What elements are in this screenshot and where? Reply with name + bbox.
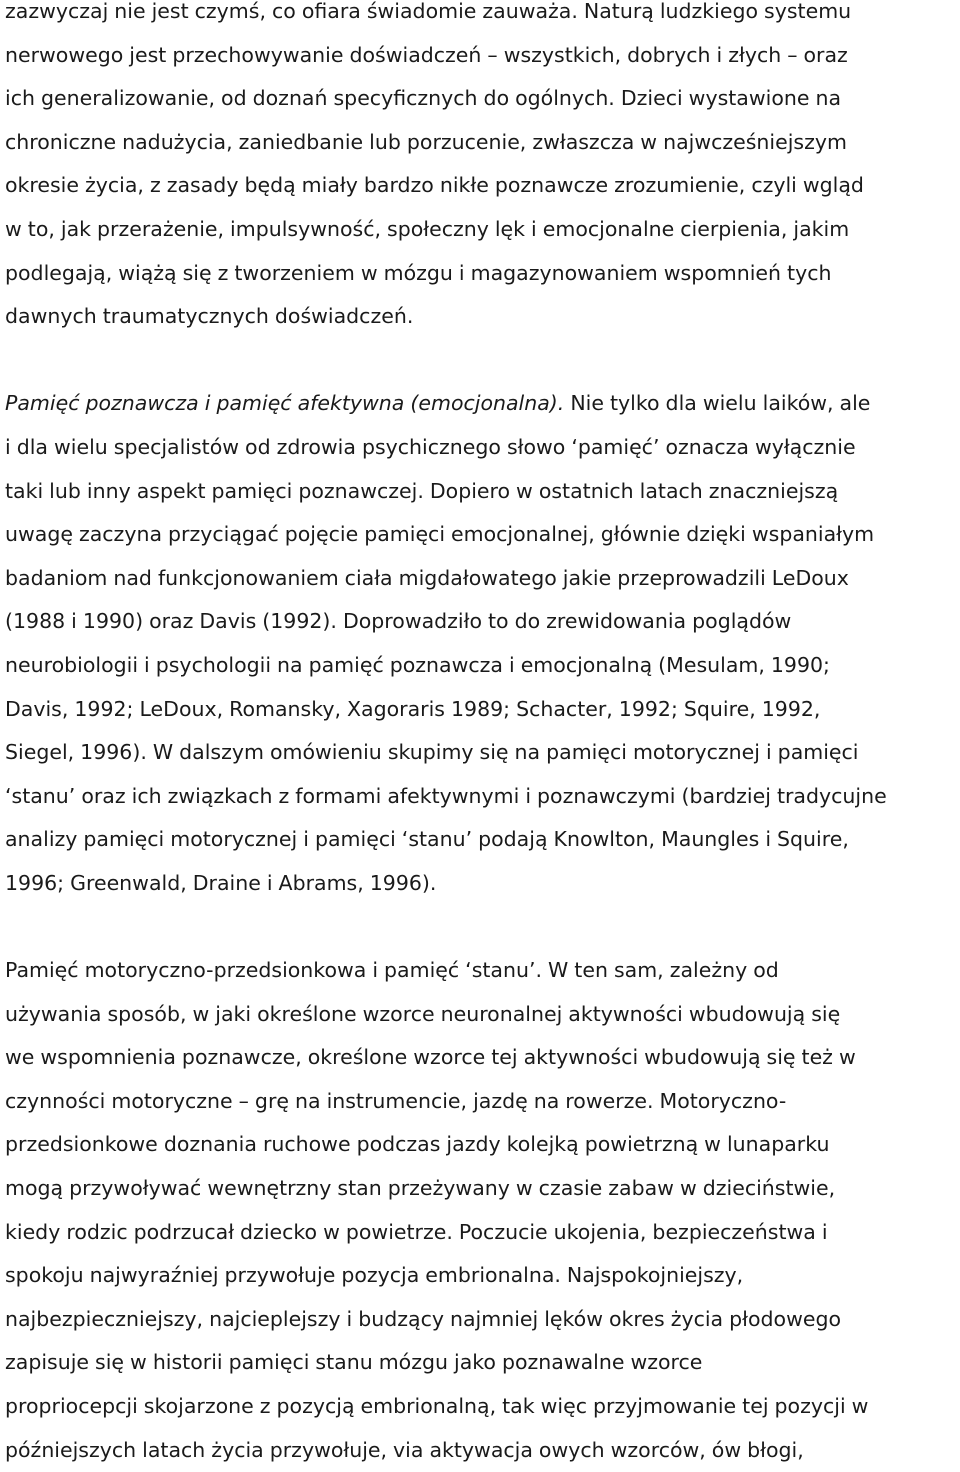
paragraph-cognitive-affective-memory [5,382,957,905]
text-line: 1996; Greenwald, Draine i Abrams, 1996). [5,870,437,895]
text-line: czynności motoryczne – grę na instrumencie, jazdę na rowerze. Motoryczno- [5,1088,787,1113]
text-line: i dla wielu specjalistów od zdrowia psychicznego słowo ‘pamięć’ oznacza wyłącznie [5,434,856,459]
document-page [5,0,957,1472]
text-line: Pamięć motoryczno-przedsionkowa i pamięć ‘stanu’. W ten sam, zależny od [5,958,779,983]
text-line: zazwyczaj nie jest czymś, co ofiara świadomie zauważa. Naturą ludzkiego systemu [5,0,852,23]
text-line: późniejszych latach życia przywołuje, via aktywacja owych wzorców, ów błogi, [5,1437,804,1462]
text-run: Nie tylko dla wielu laików, ale [564,391,871,416]
text-line: neurobiologii i psychologii na pamięć poznawcza i emocjonalną (Mesulam, 1990; [5,652,830,677]
text-line: we wspomnienia poznawcze, określone wzorce tej aktywności wbudowują się też w [5,1045,856,1070]
text-line: mogą przywoływać wewnętrzny stan przeżywany w czasie zabaw w dzieciństwie, [5,1176,836,1201]
text-line: ‘stanu’ oraz ich związkach z formami afektywnymi i poznawczymi (bardziej tradycujne [5,783,887,808]
text-line: chroniczne nadużycia, zaniedbanie lub porzucenie, zwłaszcza w najwcześniejszym [5,129,847,154]
text-line: propriocepcji skojarzone z pozycją embrionalną, tak więc przyjmowanie tej pozycji w [5,1394,869,1418]
text-line: zapisuje się w historii pamięci stanu mózgu jako poznawalne wzorce [5,1350,703,1375]
text-line: używania sposób, w jaki określone wzorce neuronalnej aktywności wbudowują się [5,1001,841,1026]
text-line [5,382,957,426]
paragraph-spacer [5,905,957,949]
text-line: taki lub inny aspekt pamięci poznawczej. Dopiero w ostatnich latach znaczniejszą [5,478,839,503]
section-heading-italic: Pamięć poznawcza i pamięć afektywna (emocjonalna). [5,391,565,416]
text-line: kiedy rodzic podrzucał dziecko w powietrze. Poczucie ukojenia, bezpieczeństwa i [5,1219,828,1244]
text-line: Davis, 1992; LeDoux, Romansky, Xagoraris 1989; Schacter, 1992; Squire, 1992, [5,696,821,721]
text-line: podlegają, wiążą się z tworzeniem w mózgu i magazynowaniem wspomnień tych [5,260,832,285]
text-line: w to, jak przerażenie, impulsywność, społeczny lęk i emocjonalne cierpienia, jakim [5,216,850,241]
text-line: spokoju najwyraźniej przywołuje pozycja embrionalna. Najspokojniejszy, [5,1263,744,1288]
text-line: Siegel, 1996). W dalszym omówieniu skupimy się na pamięci motorycznej i pamięci [5,740,859,765]
paragraph-trauma-memory [5,0,957,339]
text-line: ich generalizowanie, od doznań specyficznych do ogólnych. Dzieci wystawione na [5,86,842,111]
text-line: przedsionkowe doznania ruchowe podczas jazdy kolejką powietrzną w lunaparku [5,1132,830,1157]
text-line: (1988 i 1990) oraz Davis (1992). Doprowadziło to do zrewidowania poglądów [5,609,792,634]
text-line: analizy pamięci motorycznej i pamięci ‘stanu’ podają Knowlton, Maungles i Squire, [5,827,849,852]
text-line: badaniom nad funkcjonowaniem ciała migdałowatego jakie przeprowadzili LeDoux [5,565,849,590]
text-line: najbezpieczniejszy, najcieplejszy i budzący najmniej lęków okres życia płodowego [5,1306,842,1331]
text-line: uwagę zaczyna przyciągać pojęcie pamięci emocjonalnej, głównie dzięki wspaniałym [5,522,875,547]
text-line: okresie życia, z zasady będą miały bardzo nikłe poznawcze zrozumienie, czyli wgląd [5,173,864,198]
paragraph-motor-state-memory [5,949,957,1472]
text-line: dawnych traumatycznych doświadczeń. [5,304,414,329]
paragraph-spacer [5,339,957,383]
text-line: nerwowego jest przechowywanie doświadczeń – wszystkich, dobrych i złych – oraz [5,42,848,67]
